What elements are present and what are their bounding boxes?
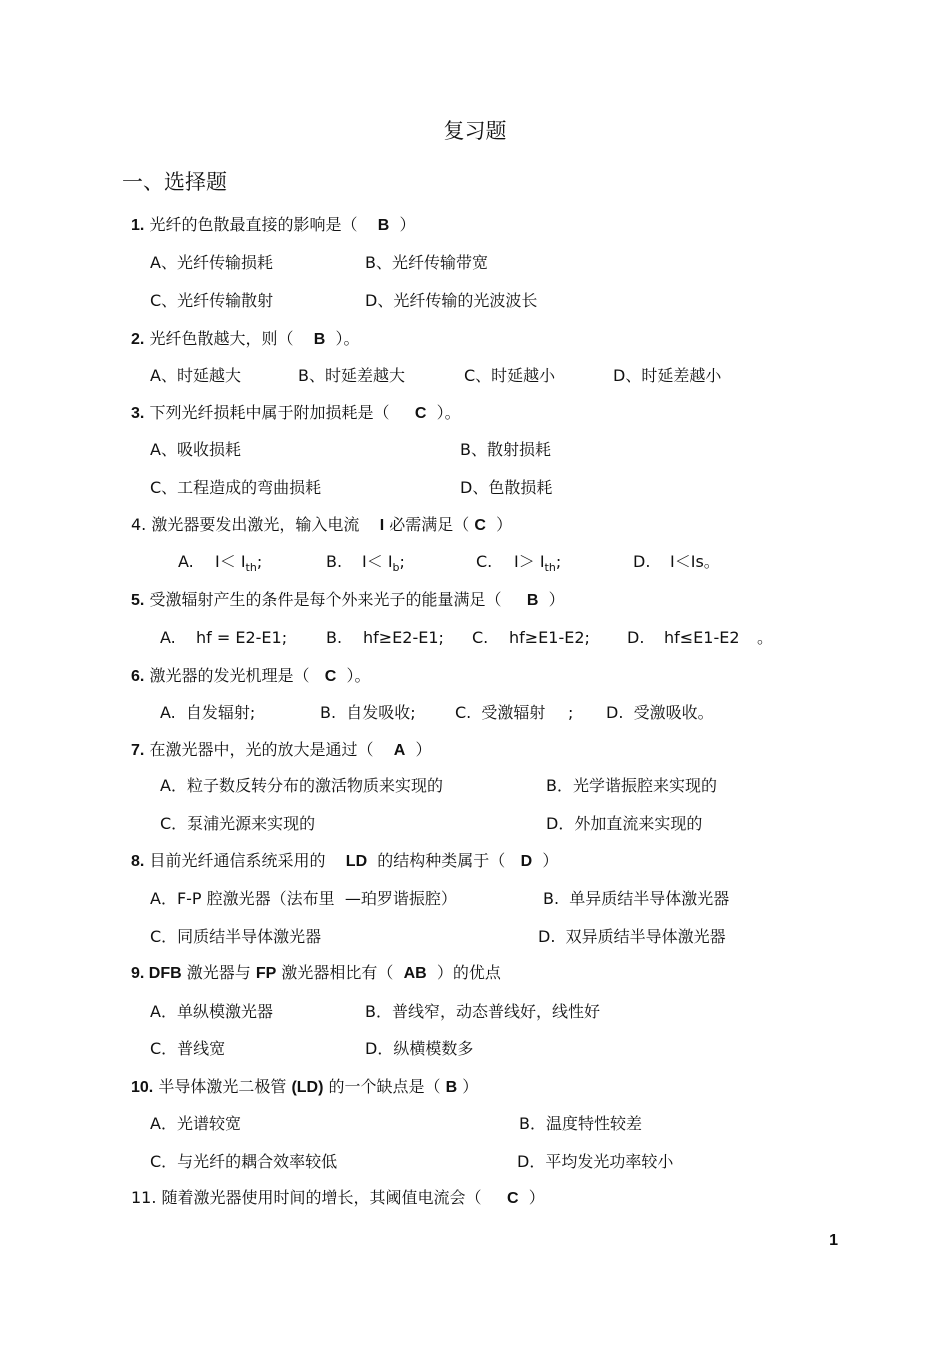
question-5 xyxy=(131,590,565,611)
question-8 xyxy=(131,851,558,872)
question-number: 9. DFB xyxy=(131,965,182,982)
question-stem-end: ） xyxy=(415,740,432,759)
options-row xyxy=(150,1152,850,1172)
option-c: C. 受激辐射 xyxy=(455,703,546,722)
options-row xyxy=(160,814,860,834)
question-stem: 光纤色散越大，则（ xyxy=(149,329,294,348)
options-row xyxy=(160,776,860,796)
options-row xyxy=(150,253,850,273)
option-b-text: hf≥E2-E1; xyxy=(363,628,444,647)
option-c-text: $I> I_{th}$; xyxy=(514,552,562,575)
option-a-label: A. xyxy=(178,552,194,571)
stem-symbol: LD xyxy=(345,853,368,870)
option-c: C．与光纤的耦合效率较低 xyxy=(150,1152,338,1171)
question-number: 11. xyxy=(131,1188,157,1207)
option-d: D、时延差越小 xyxy=(613,366,722,385)
answer: C xyxy=(474,517,486,534)
answer: C xyxy=(507,1190,519,1207)
question-stem-end: ） xyxy=(462,1077,479,1096)
option-a-subscript: th xyxy=(245,561,257,575)
option-a: A．F-P 腔激光器（法布里 —珀罗谐振腔） xyxy=(150,889,457,908)
option-b: B、散射损耗 xyxy=(460,440,551,459)
options-row xyxy=(150,1039,850,1059)
question-stem: 目前光纤通信系统采用的 xyxy=(149,851,326,870)
option-c: C．同质结半导体激光器 xyxy=(150,927,322,946)
question-stem-end: ） xyxy=(548,590,565,609)
page-number: 1 xyxy=(829,1232,838,1249)
option-d: D．平均发光功率较小 xyxy=(517,1152,674,1171)
answer: B xyxy=(313,331,326,348)
question-3 xyxy=(131,403,461,424)
option-d: D、色散损耗 xyxy=(460,478,553,497)
question-number: 4. xyxy=(131,515,147,534)
question-stem: 半导体激光二极管 xyxy=(158,1077,287,1096)
question-stem: 的一个缺点是（ xyxy=(328,1077,441,1096)
question-stem: 激光器相比有（ xyxy=(281,963,394,982)
question-7 xyxy=(131,740,432,761)
option-c-subscript: th xyxy=(544,561,556,575)
question-number: 8. xyxy=(131,853,145,870)
option-a: A、吸收损耗 xyxy=(150,440,241,459)
question-stem: 随着激光器使用时间的增长，其阈值电流会（ xyxy=(161,1188,482,1207)
question-4 xyxy=(131,515,512,536)
option-c-end: ; xyxy=(568,703,574,722)
option-b: B．温度特性较差 xyxy=(519,1114,642,1133)
option-b: B、光纤传输带宽 xyxy=(365,253,488,272)
option-c: C、光纤传输散射 xyxy=(150,291,274,310)
question-1 xyxy=(131,215,416,236)
options-row xyxy=(150,440,850,460)
options-row xyxy=(150,889,850,909)
option-a: A．粒子数反转分布的激活物质来实现的 xyxy=(160,776,443,795)
question-stem-end: ）的优点 xyxy=(436,963,501,982)
option-b: B、时延差越大 xyxy=(298,366,405,385)
option-d: D．外加直流来实现的 xyxy=(546,814,703,833)
option-b: B．普线窄，动态普线好，线性好 xyxy=(365,1002,600,1021)
option-d-end: 。 xyxy=(757,628,774,647)
option-b: B. 自发吸收; xyxy=(320,703,416,722)
options-row xyxy=(150,1114,850,1134)
stem-symbol: (LD) xyxy=(291,1079,324,1096)
option-c: C．普线宽 xyxy=(150,1039,226,1058)
question-stem: 激光器要发出激光，输入电流 xyxy=(151,515,360,534)
question-number: 2. xyxy=(131,331,145,348)
option-b-text: $I< I_b$; xyxy=(362,552,405,575)
options-row xyxy=(150,927,850,947)
answer: D xyxy=(520,853,533,870)
option-c: C、工程造成的弯曲损耗 xyxy=(150,478,322,497)
option-c-label: C. xyxy=(472,628,489,647)
section-heading: 一、选择题 xyxy=(122,170,227,194)
question-number: 7. xyxy=(131,742,145,759)
question-number: 6. xyxy=(131,668,145,685)
option-c-relation: I＞ xyxy=(514,552,535,571)
options-row xyxy=(150,1002,850,1022)
question-stem-end: ） xyxy=(542,851,559,870)
option-a: A、时延越大 xyxy=(150,366,241,385)
question-stem: 的结构种类属于（ xyxy=(377,851,506,870)
option-a-end: ; xyxy=(256,552,263,571)
question-stem: 在激光器中，光的放大是通过（ xyxy=(149,740,374,759)
question-10 xyxy=(131,1077,478,1098)
option-d: D. 受激吸收。 xyxy=(606,703,714,722)
option-a: A．光谱较宽 xyxy=(150,1114,241,1133)
options-row xyxy=(150,366,850,386)
option-b-label: B. xyxy=(326,552,343,571)
option-d-text: hf≤E1-E2 xyxy=(664,628,740,647)
answer: A xyxy=(393,742,406,759)
option-c-end: ; xyxy=(555,552,562,571)
option-d: D．纵横模数多 xyxy=(365,1039,474,1058)
stem-symbol: FP xyxy=(255,965,277,982)
option-d: D. 双异质结半导体激光器 xyxy=(538,927,726,946)
option-a-label: A. xyxy=(160,628,176,647)
option-c: C．泵浦光源来实现的 xyxy=(160,814,316,833)
stem-symbol: I xyxy=(379,517,385,534)
options-row xyxy=(160,703,860,723)
question-stem: 激光器的发光机理是（ xyxy=(149,666,310,685)
option-a-text: $I< I_{th}$; xyxy=(215,552,263,575)
options-row xyxy=(150,291,850,311)
answer: B xyxy=(526,592,539,609)
option-a-relation: I＜ xyxy=(215,552,236,571)
option-c: C、时延越小 xyxy=(464,366,556,385)
answer: B xyxy=(445,1079,458,1096)
answer: C xyxy=(324,668,337,685)
option-d: D、光纤传输的光波波长 xyxy=(365,291,538,310)
option-b-subscript: b xyxy=(392,561,400,575)
option-b-relation: I＜ xyxy=(362,552,383,571)
option-a: A. 自发辐射; xyxy=(160,703,256,722)
question-stem: 下列光纤损耗中属于附加损耗是（ xyxy=(149,403,390,422)
question-stem-end: ） xyxy=(399,215,416,234)
option-d-label: D. xyxy=(633,552,651,571)
answer: B xyxy=(377,217,390,234)
options-row xyxy=(150,478,850,498)
question-stem-end: ）。 xyxy=(335,329,360,348)
question-stem-end: ）。 xyxy=(346,666,371,685)
question-stem: 受激辐射产生的条件是每个外来光子的能量满足（ xyxy=(149,590,502,609)
question-number: 1. xyxy=(131,217,145,234)
option-b: B．光学谐振腔来实现的 xyxy=(546,776,717,795)
question-stem-end: ）。 xyxy=(436,403,461,422)
question-stem-end: ） xyxy=(528,1188,545,1207)
question-number: 5. xyxy=(131,592,145,609)
answer: C xyxy=(414,405,427,422)
question-stem: 光纤的色散最直接的影响是（ xyxy=(149,215,358,234)
question-number: 3. xyxy=(131,405,145,422)
option-c-text: hf≥E1-E2; xyxy=(509,628,590,647)
option-a: A．单纵模激光器 xyxy=(150,1002,273,1021)
question-stem-end: ） xyxy=(496,515,513,534)
question-stem: 必需满足（ xyxy=(389,515,470,534)
answer: AB xyxy=(403,965,427,982)
option-a-text: hf = E2-E1; xyxy=(196,628,288,647)
page-title: 复习题 xyxy=(443,119,507,143)
question-stem: 激光器与 xyxy=(186,963,251,982)
question-6 xyxy=(131,666,370,687)
option-d-label: D. xyxy=(627,628,645,647)
option-b-end: ; xyxy=(399,552,405,571)
options-row xyxy=(178,552,878,575)
option-b-label: B. xyxy=(326,628,343,647)
question-2 xyxy=(131,329,360,350)
option-a: A、光纤传输损耗 xyxy=(150,253,273,272)
option-c-label: C. xyxy=(476,552,493,571)
question-number: 10. xyxy=(131,1079,154,1096)
option-d-text: I＜Is。 xyxy=(670,552,720,571)
option-b: B. 单异质结半导体激光器 xyxy=(543,889,730,908)
question-11 xyxy=(131,1188,545,1209)
options-row xyxy=(160,628,860,648)
question-9 xyxy=(131,963,501,984)
